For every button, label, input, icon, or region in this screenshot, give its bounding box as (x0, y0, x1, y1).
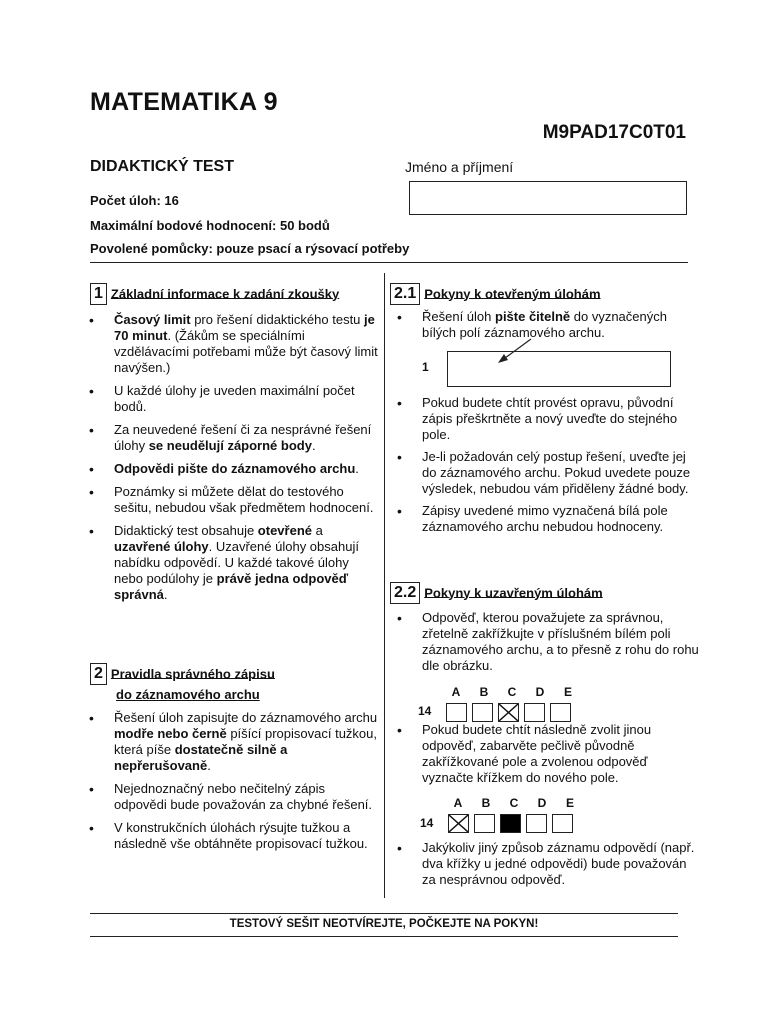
section-2-2-heading (390, 582, 603, 604)
section-2-2-number: 2.2 (390, 582, 420, 604)
section-2-1-list (395, 395, 695, 535)
footer-top-rule (90, 913, 678, 914)
checkbox-empty (474, 814, 495, 833)
checkbox-empty (446, 703, 467, 722)
answer-letter: C (507, 685, 517, 699)
section-1-title: Základní informace k zadání zkoušky (110, 286, 340, 302)
list-item (395, 722, 700, 786)
checkbox-empty (524, 703, 545, 722)
text-run: otevřené (257, 523, 312, 538)
text-run: Pokud budete chtít provést opravu, původní zápis přeškrtněte a nový uveďte do stejného pole. (422, 395, 678, 442)
text-run: a (312, 523, 323, 538)
answer-letter: A (451, 685, 461, 699)
test-type-heading: DIDAKTICKÝ TEST (90, 158, 234, 175)
checkbox-empty (472, 703, 493, 722)
section-2-1-first-bullet (395, 309, 695, 341)
name-label: Jméno a příjmení (405, 159, 514, 175)
list-item (395, 449, 695, 497)
list-item (87, 383, 379, 415)
answer-letter: D (535, 685, 545, 699)
list-item (87, 523, 379, 603)
section-2-2-bullet-3 (395, 840, 700, 888)
text-run: je 70 minut (114, 312, 375, 343)
answer-letter: D (537, 796, 547, 810)
checkbox-empty (526, 814, 547, 833)
answer-letter: B (481, 796, 491, 810)
closed-example-number-2: 14 (420, 816, 434, 830)
section-2-2-title: Pokyny k uzavřeným úlohám (424, 585, 603, 601)
list-item (395, 395, 695, 443)
list-item (87, 710, 379, 774)
footer-bottom-rule (90, 936, 678, 937)
text-run: uzavřené úlohy (114, 539, 209, 554)
list-item (87, 422, 379, 454)
max-score: Maximální bodové hodnocení: 50 bodů (90, 218, 330, 233)
text-run: se neudělují záporné body (148, 438, 312, 453)
text-run: . (163, 587, 168, 602)
test-code: M9PAD17C0T01 (542, 122, 686, 143)
list-item (395, 610, 700, 674)
text-run: U každé úlohy je uveden maximální počet bodů. (114, 383, 355, 414)
cross-mark-icon (499, 704, 518, 721)
cross-mark-icon (449, 815, 468, 832)
open-answer-box-example (447, 351, 671, 387)
answer-letter: A (453, 796, 463, 810)
closed-example-number-1: 14 (418, 704, 432, 718)
list-item (87, 312, 379, 376)
page-title: MATEMATIKA 9 (90, 88, 278, 116)
checkbox-row-example-1 (446, 703, 571, 722)
list-item (395, 309, 695, 341)
list-item (87, 781, 379, 813)
list-item (87, 484, 379, 516)
text-run: Odpovědi pište do záznamového archu (114, 461, 356, 476)
section-2-2-bullet-1 (395, 610, 700, 674)
checkbox-empty (552, 814, 573, 833)
text-run: Odpověď, kterou považujete za správnou, zřetelně zakřížkujte v příslušném bílém poli záznamového archu, a to přesně z rohu do rohu dle obrázku. (422, 610, 699, 673)
list-item (395, 503, 695, 535)
text-run: právě jedna odpověď správná (114, 571, 349, 602)
text-run: . Uzavřené úlohy obsahují nabídku odpovědí. U každé takové úlohy nebo podúlohy je (114, 539, 359, 586)
text-run: pište čitelně (495, 309, 571, 324)
name-input-box[interactable] (409, 181, 687, 215)
answer-letter: C (509, 796, 519, 810)
text-run: pro řešení didaktického testu (190, 312, 365, 327)
text-run: Poznámky si můžete dělat do testového sešitu, nebudou však předmětem hodnocení. (114, 484, 374, 515)
answer-letters-example-2 (444, 796, 584, 810)
section-1-heading (90, 283, 339, 305)
text-run: . (207, 758, 211, 773)
list-item (395, 840, 700, 888)
text-run: píšící propisovací tužkou, která píše (114, 726, 377, 757)
section-2-1-number: 2.1 (390, 283, 420, 305)
section-2-heading (90, 663, 275, 685)
checkbox-filled (500, 814, 521, 833)
section-2-1-title: Pokyny k otevřeným úlohám (424, 286, 601, 302)
column-divider (384, 273, 385, 898)
section-2-1-heading (390, 283, 601, 305)
list-item (87, 461, 379, 477)
text-run: Zápisy uvedené mimo vyznačená bílá pole záznamového archu nebudou hodnoceny. (422, 503, 668, 534)
checkbox-empty (550, 703, 571, 722)
checkbox-crossed (448, 814, 469, 833)
section-2-2-bullet-2 (395, 722, 700, 786)
open-example-number: 1 (422, 360, 429, 374)
text-run: Jakýkoliv jiný způsob záznamu odpovědí (např. dva křížky u jedné odpovědi) bude považován za nesprávnou odpověď. (422, 840, 695, 887)
text-run: . (Žákům se speciálními vzdělávacími potřebami může být časový limit navýšen.) (114, 328, 378, 375)
header-divider (90, 262, 688, 263)
section-1-number: 1 (90, 283, 107, 305)
footer-notice: TESTOVÝ SEŠIT NEOTVÍREJTE, POČKEJTE NA POKYN! (229, 918, 539, 930)
answer-letter: E (565, 796, 574, 810)
section-2-title-line2: do záznamového archu (116, 687, 260, 702)
answer-letters-example-1 (442, 685, 582, 699)
text-run: Pokud budete chtít následně zvolit jinou odpověď, zabarvěte pečlivě původně zakřížkované pole a zvolenou odpověď vyznačte křížkem do nového pole. (422, 722, 652, 785)
section-2-title-line1: Pravidla správného zápisu (110, 666, 275, 682)
list-item (87, 820, 379, 852)
text-run: . (311, 438, 316, 453)
text-run: dostatečně silně a nepřerušovaně (114, 742, 288, 773)
section-2-number: 2 (90, 663, 107, 685)
arrow-icon (495, 336, 535, 366)
answer-letter: E (563, 685, 572, 699)
text-run: . (355, 461, 359, 476)
answer-letter: B (479, 685, 489, 699)
text-run: Nejednoznačný nebo nečitelný zápis odpovědi bude považován za chybné řešení. (114, 781, 373, 812)
section-1-list (87, 312, 379, 603)
text-run: Řešení úloh zapisujte do záznamového archu (114, 710, 378, 725)
text-run: Časový limit (114, 312, 191, 327)
text-run: V konstrukčních úlohách rýsujte tužkou a následně vše obtáhněte propisovací tužkou. (114, 820, 368, 851)
text-run: Za neuvedené řešení či za nesprávné řešení úlohy (114, 422, 372, 453)
task-count: Počet úloh: 16 (90, 193, 179, 208)
text-run: Je-li požadován celý postup řešení, uveďte jej do záznamového archu. Pokud uvedete pouze výsledek, nebudou vám přiděleny žádné body. (422, 449, 691, 496)
checkbox-row-example-2 (448, 814, 573, 833)
text-run: Didaktický test obsahuje (114, 523, 258, 538)
text-run: modře nebo černě (114, 726, 227, 741)
checkbox-crossed (498, 703, 519, 722)
allowed-tools: Povolené pomůcky: pouze psací a rýsovací potřeby (90, 241, 410, 256)
text-run: do vyznačených bílých polí záznamového archu. (422, 309, 667, 340)
text-run: Řešení úloh (422, 309, 495, 324)
section-2-list (87, 710, 379, 852)
